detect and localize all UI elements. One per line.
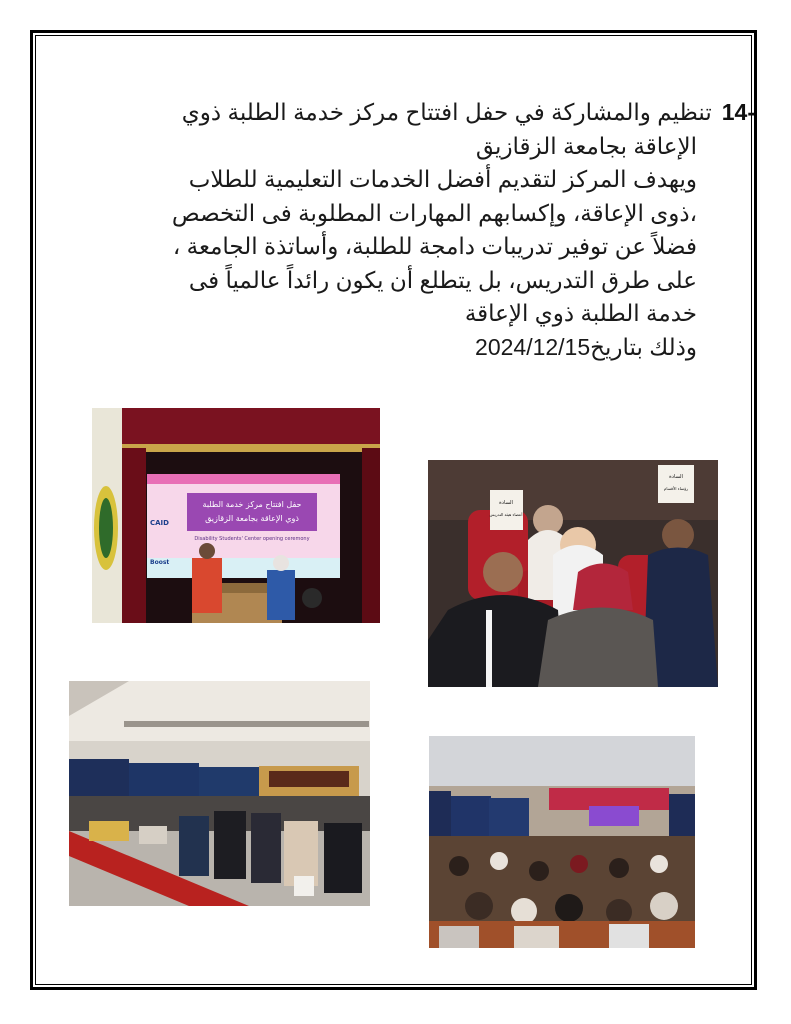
text-line-2: الإعاقة بجامعة الزقازيق <box>475 132 697 159</box>
sign-text-4: رؤساء الأقسام <box>663 486 689 491</box>
activity-description <box>95 96 755 364</box>
text-line-8: وذلك بتاريخ2024/12/15 <box>475 333 697 360</box>
sign-text-2: أعضاء هيئة التدريس <box>489 512 523 517</box>
photo-front-row-guests <box>428 460 718 687</box>
sign-text-1: السادة <box>499 500 513 506</box>
screen-logo-left: CAID <box>150 519 169 527</box>
photo-hall-audience <box>429 736 695 948</box>
text-line-7: خدمة الطلبة ذوي الإعاقة <box>464 300 697 326</box>
photo-stage-ceremony <box>92 408 380 623</box>
screen-title-1: حفل افتتاح مركز خدمة الطلبة <box>202 500 302 509</box>
screen-logo-bottom: Boost <box>150 559 170 566</box>
text-line-3: ويهدف المركز لتقديم أفضل الخدمات التعليمية للطلاب <box>188 166 697 192</box>
screen-title-2: ذوي الإعاقة بجامعة الزقازيق <box>205 514 299 523</box>
sign-text-3: السادة <box>669 474 683 480</box>
text-line-5: فضلاً عن توفير تدريبات دامجة للطلبة، وأساتذة الجامعة ، <box>172 233 697 259</box>
screen-subtitle: Disability Students' Center opening ceremony <box>194 536 310 542</box>
text-line-1: 14-تنظيم والمشاركة في حفل افتتاح مركز خدمة الطلبة ذوي <box>95 96 755 130</box>
photo-hall-front-rows <box>69 681 370 906</box>
item-number: 14- <box>721 99 755 125</box>
text-line-6: على طرق التدريس، بل يتطلع أن يكون رائداً عالمياً فى <box>188 266 697 293</box>
text-line-4: ،ذوى الإعاقة، وإكسابهم المهارات المطلوبة فى التخصص <box>171 199 697 226</box>
